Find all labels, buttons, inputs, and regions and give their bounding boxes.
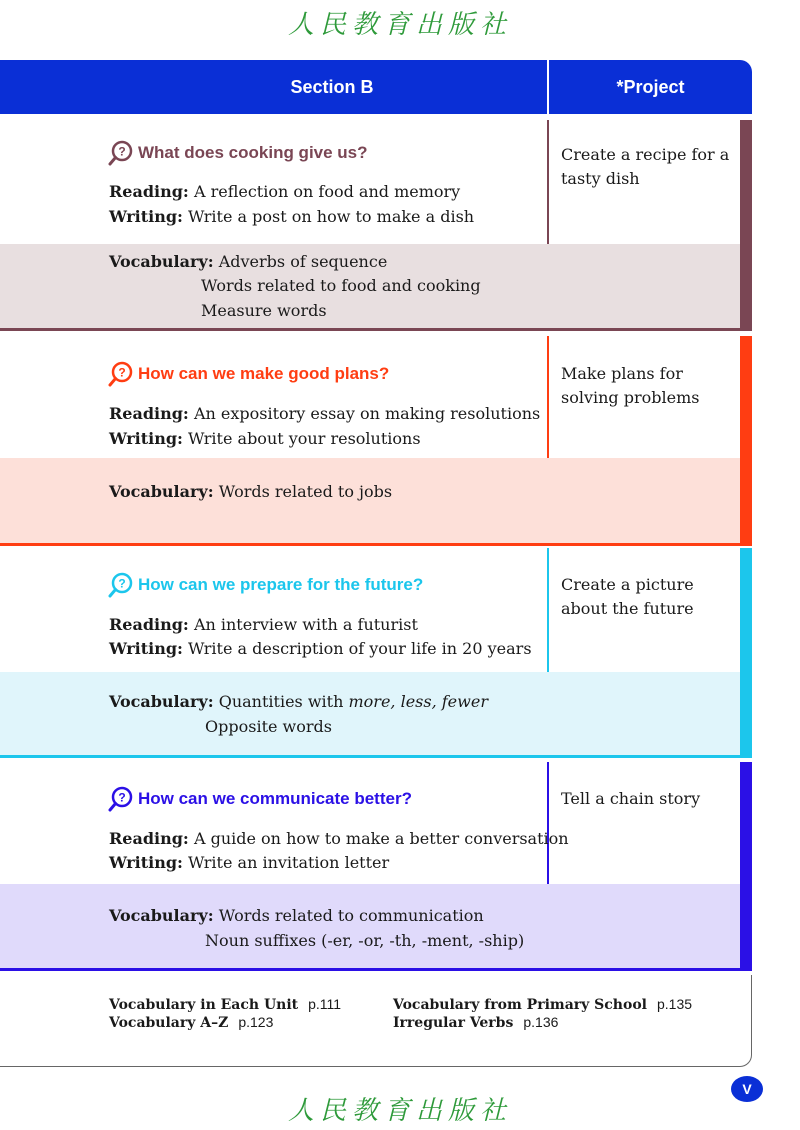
column-divider <box>547 762 549 884</box>
column-divider <box>547 336 549 458</box>
project-text: Tell a chain story <box>561 789 701 808</box>
question-search-icon <box>108 785 136 813</box>
unit-section-future <box>0 548 752 758</box>
project-text: Create a picture about the future <box>561 575 694 618</box>
reading-line: Reading: A reflection on food and memory <box>109 182 461 201</box>
section-color-bar <box>740 762 752 971</box>
svg-text:?: ? <box>118 144 126 159</box>
question-text: How can we make good plans? <box>138 364 390 383</box>
svg-text:?: ? <box>118 790 126 805</box>
reading-line: Reading: A guide on how to make a better conversation <box>109 829 569 848</box>
section-color-bar <box>740 120 752 331</box>
column-divider <box>547 120 549 244</box>
question-heading <box>108 785 412 813</box>
unit-section-cooking <box>0 120 752 331</box>
project-heading: *Project <box>616 77 685 97</box>
question-heading <box>108 139 368 167</box>
vocabulary-line: Vocabulary: Words related to jobs <box>109 482 393 501</box>
svg-text:?: ? <box>118 365 126 380</box>
question-search-icon <box>108 571 136 599</box>
section-b-heading: Section B <box>290 77 374 97</box>
writing-line: Writing: Write about your resolutions <box>109 429 421 448</box>
vocabulary-line: Vocabulary: Words related to communication <box>109 906 484 925</box>
question-search-icon <box>108 139 136 167</box>
question-text: How can we prepare for the future? <box>138 575 424 594</box>
section-bottom-rule <box>0 968 752 971</box>
vocab-az-ref[interactable]: Vocabulary A–Z p.123 <box>109 1014 274 1031</box>
appendix-reference-box <box>0 975 752 1067</box>
vocabulary-item: Noun suffixes (-er, -or, -th, -ment, -ship) <box>205 931 525 950</box>
vocabulary-item: Opposite words <box>205 717 332 736</box>
unit-section-communicate <box>0 762 752 971</box>
question-text: What does cooking give us? <box>138 143 368 162</box>
vocabulary-line: Vocabulary: Adverbs of sequence <box>109 252 388 271</box>
project-text: Create a recipe for a tasty dish <box>561 145 730 188</box>
publisher-logo-bottom: 人民教育出版社 <box>287 1096 512 1126</box>
section-color-bar <box>740 336 752 546</box>
svg-text:?: ? <box>118 576 126 591</box>
writing-line: Writing: Write an invitation letter <box>109 853 390 872</box>
page-number: V <box>731 1076 763 1102</box>
section-color-bar <box>740 548 752 758</box>
reading-line: Reading: An interview with a futurist <box>109 615 418 634</box>
writing-line: Writing: Write a description of your life in 20 years <box>109 639 532 658</box>
vocab-primary-ref[interactable]: Vocabulary from Primary School p.135 <box>393 996 693 1013</box>
project-text: Make plans for solving problems <box>561 364 700 407</box>
question-heading <box>108 571 423 599</box>
publisher-logo-top: 人民教育出版社 <box>287 10 512 40</box>
column-divider <box>547 548 549 672</box>
section-bottom-rule <box>0 328 752 331</box>
reading-line: Reading: An expository essay on making resolutions <box>109 404 541 423</box>
vocabulary-line: Vocabulary: Quantities with more, less, fewer <box>109 692 488 711</box>
section-bottom-rule <box>0 755 752 758</box>
question-search-icon <box>108 360 136 388</box>
vocabulary-item: Measure words <box>201 301 327 320</box>
table-header <box>0 60 752 114</box>
vocab-each-unit-ref[interactable]: Vocabulary in Each Unit p.111 <box>109 996 342 1013</box>
irregular-verbs-ref[interactable]: Irregular Verbs p.136 <box>393 1014 559 1031</box>
section-bottom-rule <box>0 543 752 546</box>
writing-line: Writing: Write a post on how to make a dish <box>109 207 475 226</box>
question-text: How can we communicate better? <box>138 789 412 808</box>
question-heading <box>108 360 389 388</box>
vocabulary-item: Words related to food and cooking <box>201 276 481 295</box>
unit-section-plans <box>0 336 752 546</box>
